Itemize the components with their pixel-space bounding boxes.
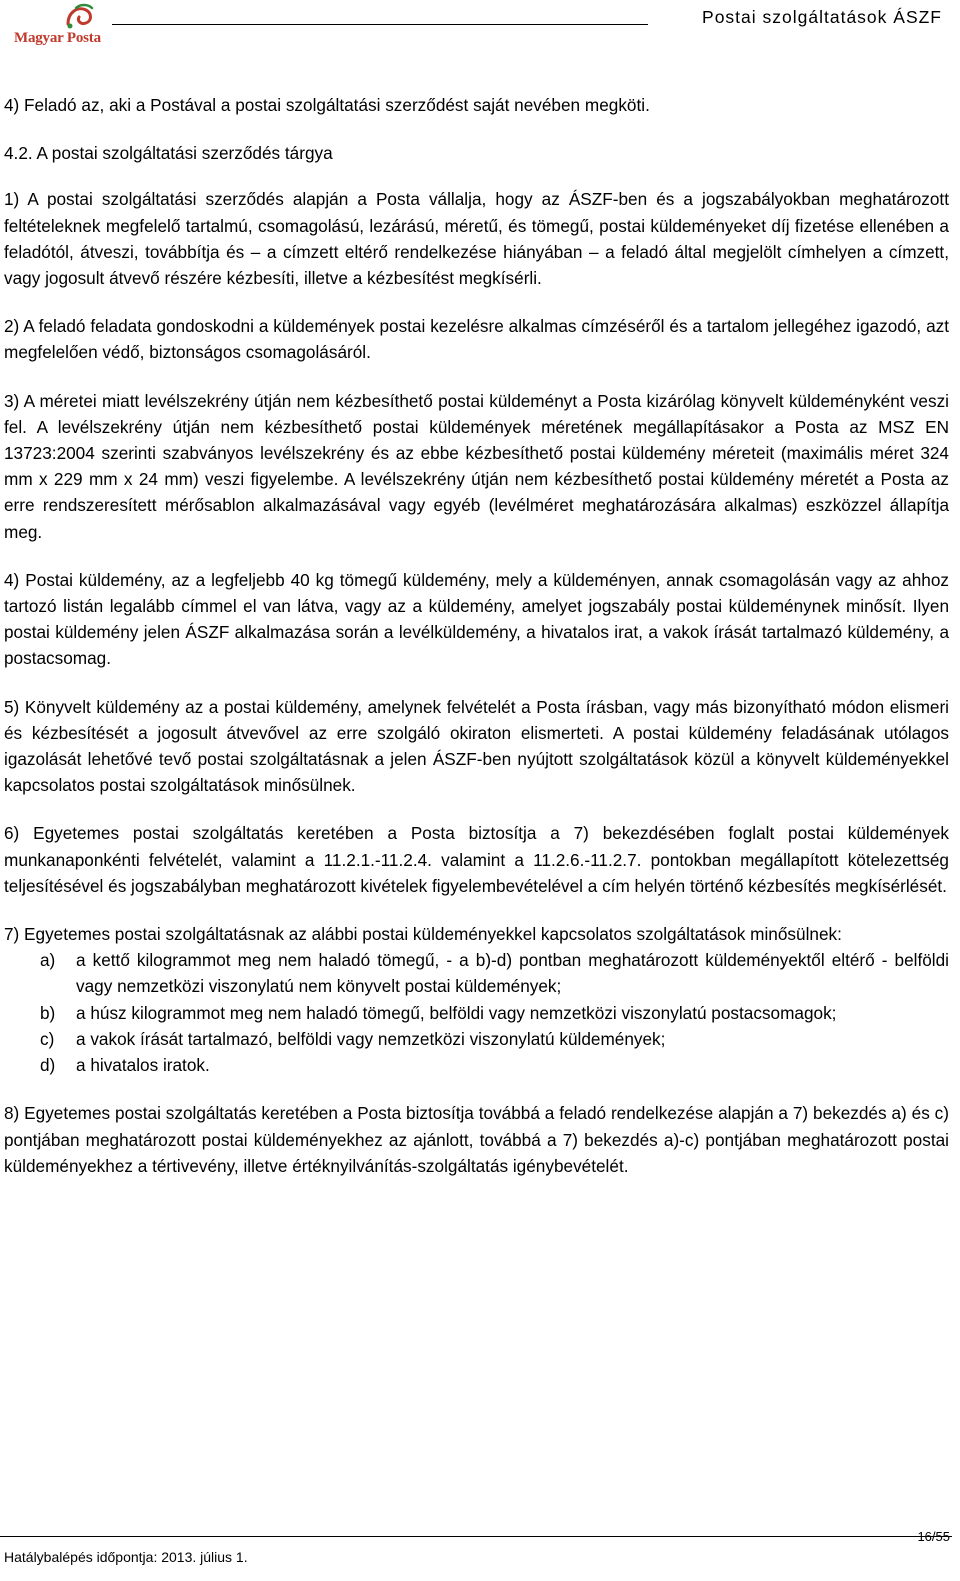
list-item-text: a hivatalos iratok. bbox=[76, 1055, 210, 1076]
paragraph-1: 1) A postai szolgáltatási szerződés alapján a Posta vállalja, hogy az ÁSZF-ben és a jogszabályokban meghatározott feltételeknek megfelelő tartalmú, csomagolású, lezárású, méretű, és tömegű, postai küldeményeket díj fizetése ellenében a feladótól, átveszi, továbbítja és – a címzett eltérő rendelkezése hiányában – a feladó által megjelölt címhelyen a címzett, vagy jogosult átvevő részére kézbesíti, illetve a kézbesítést megkísérli. bbox=[4, 189, 949, 289]
list-item-text: a vakok írását tartalmazó, belföldi vagy nemzetközi viszonylatú küldemények; bbox=[76, 1028, 666, 1049]
document-title: Postai szolgáltatások ÁSZF bbox=[702, 7, 942, 27]
list-marker: c) bbox=[40, 1028, 55, 1049]
paragraph-2: 2) A feladó feladata gondoskodni a küldemények postai kezelésre alkalmas címzéséről és a tartalom jellegéhez igazodó, azt megfelelően védő, biztonságos csomagolásáról. bbox=[4, 316, 949, 363]
list-item-text: a húsz kilogrammot meg nem haladó tömegű, belföldi vagy nemzetközi viszonylatú postacsomagok; bbox=[76, 1002, 837, 1023]
magyar-posta-logo bbox=[14, 2, 101, 54]
list-item bbox=[4, 1026, 949, 1052]
paragraph-8: 8) Egyetemes postai szolgáltatás keretében a Posta biztosítja továbbá a feladó rendelkezése alapján a 7) bekezdés a) és c) pontjában meghatározott postai küldeményekhez az ajánlott, továbbá a 7) bekezdés a)-c) pontjában meghatározott postai küldeményekhez a tértivevény, illetve értéknyilvánítás-szolgáltatás igénybevételét. bbox=[4, 1103, 949, 1176]
paragraph-7-list bbox=[4, 947, 949, 1078]
list-item bbox=[4, 1052, 949, 1078]
list-marker: a) bbox=[40, 950, 56, 971]
section-heading: 4.2. A postai szolgáltatási szerződés tárgya bbox=[4, 143, 333, 164]
page-header bbox=[0, 0, 960, 60]
list-item bbox=[4, 947, 949, 999]
paragraph-4: 4) Postai küldemény, az a legfeljebb 40 kg tömegű küldemény, mely a küldeményen, annak csomagolásán vagy az ahhoz tartozó listán legalább címmel el van látva, vagy az a küldemény, amelyet jogszabály postai küldeménynek minősít. Ilyen postai küldemény jelen ÁSZF alkalmazása során a levélküldemény, a hivatalos irat, a vakok írását tartalmazó küldemény, a postacsomag. bbox=[4, 569, 949, 669]
list-item-text: a kettő kilogrammot meg nem haladó tömegű, - a b)-d) pontban meghatározott küldeményektől eltérő - belföldi vagy nemzetközi viszonylatú nem könyvelt postai küldemények; bbox=[76, 950, 949, 997]
list-item bbox=[4, 1000, 949, 1026]
paragraph-6: 6) Egyetemes postai szolgáltatás keretében a Posta biztosítja a 7) bekezdésében foglalt postai küldemények munkanaponkénti felvételét, valamint a 11.2.1.-11.2.4. valamint a 11.2.6.-11.2.7. pontokban megállapított kötelezettség teljesítésével és jogszabályban meghatározott kivételek figyelembevételével a cím helyén történő kézbesítés megkísérlését. bbox=[4, 823, 949, 896]
document-body bbox=[4, 92, 949, 1179]
list-marker: d) bbox=[40, 1055, 56, 1076]
page-number: 16/55 bbox=[917, 1529, 950, 1544]
logo-text: Magyar Posta bbox=[14, 30, 101, 46]
paragraph-7-intro: 7) Egyetemes postai szolgáltatásnak az alábbi postai küldeményekkel kapcsolatos szolgáltatások minősülnek: bbox=[4, 924, 842, 945]
posthorn-logo-icon bbox=[62, 2, 96, 30]
list-marker: b) bbox=[40, 1002, 56, 1023]
header-rule bbox=[112, 24, 648, 25]
footer-rule bbox=[0, 1536, 952, 1537]
paragraph-5: 5) Könyvelt küldemény az a postai küldemény, amelynek felvételét a Posta írásban, vagy más bizonyítható módon elismeri és kézbesítését a jogosult átvevővel az erre szolgáló okiraton elismerteti. A postai küldemény feladásának utólagos igazolását lehetővé tevő postai szolgáltatásnak a jelen ÁSZF-ben nyújtott szolgáltatások közül a könyvelt küldeményekkel kapcsolatos postai szolgáltatások minősülnek. bbox=[4, 696, 949, 796]
effective-date: Hatálybalépés időpontja: 2013. július 1. bbox=[4, 1549, 248, 1565]
paragraph-3: 3) A méretei miatt levélszekrény útján nem kézbesíthető postai küldeményt a Posta kizárólag könyvelt küldeményként veszi fel. A levélszekrény útján nem kézbesíthető postai küldemények méretének megállapításakor a Posta az MSZ EN 13723:2004 szerinti szabványos levélszekrény és az ebbe kézbesíthető postai küldemény méreteit (maximális méret 324 mm x 229 mm x 24 mm) veszi figyelembe. A levélszekrény útján nem kézbesíthető postai küldemény méretét a Posta az erre rendszeresített mérősablon alkalmazásával vagy egyéb (levélméret meghatározására alkalmas) eszközzel állapítja meg. bbox=[4, 390, 949, 542]
paragraph-4-felado: 4) Feladó az, aki a Postával a postai szolgáltatási szerződést saját nevében megköti. bbox=[4, 95, 650, 115]
